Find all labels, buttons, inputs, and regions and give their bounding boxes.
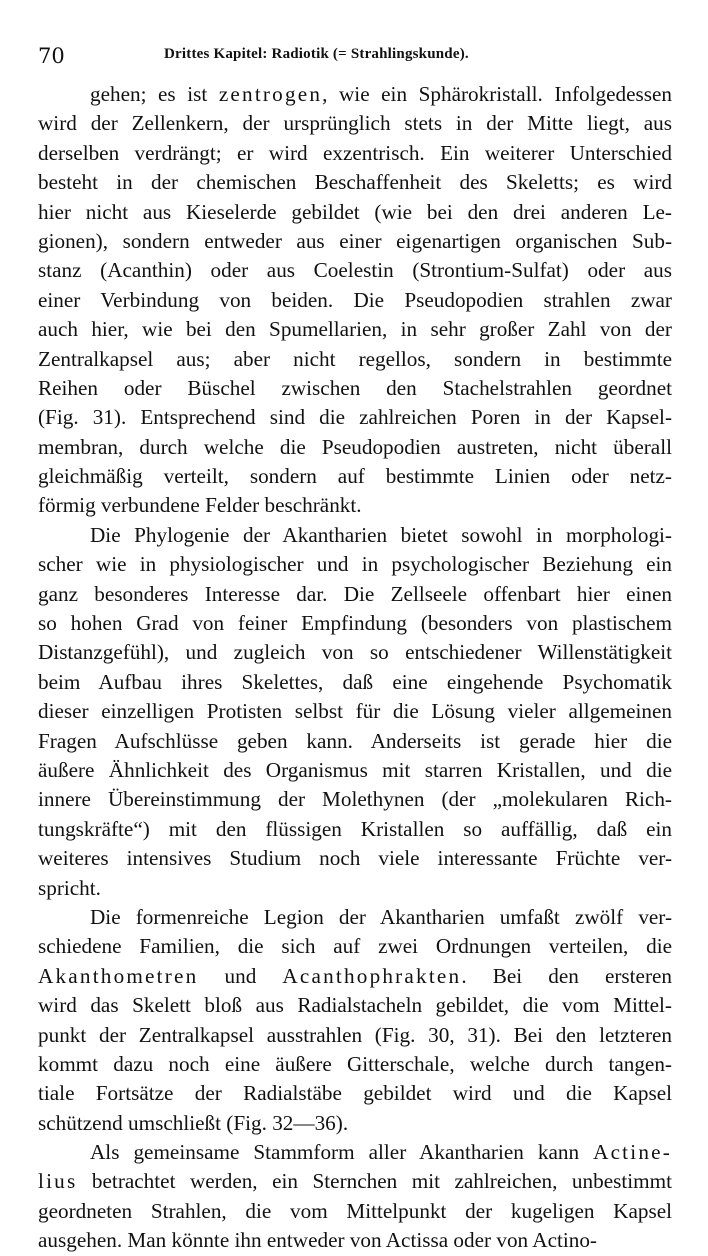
- text-line: [38, 844, 672, 873]
- text-line: [38, 345, 672, 374]
- text-line: [38, 315, 672, 344]
- text-run: förmig verbundene Felder beschränkt.: [38, 493, 362, 518]
- text-line: [38, 697, 672, 726]
- text-run: auch hier, wie bei den Spumellarien, in sehr großer Zahl von der: [38, 317, 672, 342]
- text-line: [38, 932, 672, 961]
- text-run: . Bei den ersteren: [461, 963, 672, 988]
- text-line: [38, 374, 672, 403]
- text-run: besteht in der chemischen Beschaffenheit des Skeletts; es wird: [38, 170, 672, 195]
- text-line: [38, 668, 672, 697]
- spaced-term: lius: [38, 1169, 78, 1194]
- text-run: einer Verbindung von beiden. Die Pseudopodien strahlen zwar: [38, 287, 672, 312]
- text-line: [38, 168, 672, 197]
- text-line: [38, 1021, 672, 1050]
- spaced-term: Actine-: [593, 1140, 672, 1165]
- text-line: [38, 1109, 672, 1138]
- text-run: weiteres intensives Studium noch viele interessante Früchte ver-: [38, 846, 672, 871]
- text-run: wird der Zellenkern, der ursprünglich stets in der Mitte liegt, aus: [38, 111, 672, 136]
- text-line: [38, 815, 672, 844]
- text-run: äußere Ähnlichkeit des Organismus mit starren Kristallen, und die: [38, 757, 672, 782]
- text-line: [38, 727, 672, 756]
- text-run: derselben verdrängt; er wird exzentrisch. Ein weiterer Unterschied: [38, 140, 672, 165]
- book-page: [38, 40, 672, 1256]
- paragraph: [38, 903, 672, 1138]
- text-run: innere Übereinstimmung der Molethynen (der „molekularen Rich-: [38, 787, 672, 812]
- text-run: Reihen oder Büschel zwischen den Stachelstrahlen geordnet: [38, 375, 672, 400]
- text-run: ganz besonderes Interesse dar. Die Zellseele offenbart hier einen: [38, 581, 672, 606]
- paragraph: [38, 521, 672, 903]
- text-line: [38, 785, 672, 814]
- text-run: gleichmäßig verteilt, sondern auf bestimmte Linien oder netz-: [38, 464, 672, 489]
- text-line: [38, 1226, 672, 1255]
- spaced-term: Acanthophrakten: [282, 963, 462, 988]
- spaced-term: zentrogen: [218, 82, 323, 106]
- page-header: [38, 40, 672, 80]
- page-number: 70: [38, 44, 65, 68]
- text-run: spricht.: [38, 875, 101, 900]
- text-run: wird das Skelett bloß aus Radialstacheln gebildet, die vom Mittel-: [38, 993, 672, 1018]
- body-text: [38, 80, 672, 1256]
- text-run: geordneten Strahlen, die vom Mittelpunkt der kugeligen Kapsel: [38, 1198, 672, 1223]
- text-run: membran, durch welche die Pseudopodien austreten, nicht überall: [38, 434, 672, 459]
- paragraph: [38, 80, 672, 521]
- text-run: Zentralkapsel aus; aber nicht regellos, sondern in bestimmte: [38, 346, 672, 371]
- text-line: [38, 198, 672, 227]
- text-line: [38, 1197, 672, 1226]
- text-run: Distanzgefühl), und zugleich von so entschiedener Willenstätigkeit: [38, 640, 672, 665]
- running-head: Drittes Kapitel: Radiotik (= Strahlingskunde).: [164, 46, 469, 62]
- text-line: [38, 109, 672, 138]
- text-run: hier nicht aus Kieselerde gebildet (wie bei den drei anderen Le-: [38, 199, 672, 224]
- text-run: Als gemeinsame Stammform aller Akantharien kann: [90, 1140, 594, 1165]
- text-run: , wie ein Sphärokristall. Infolgedessen: [322, 82, 672, 106]
- text-run: tiale Fortsätze der Radialstäbe gebildet wird und die Kapsel: [38, 1081, 672, 1106]
- text-line: [38, 403, 672, 432]
- text-line: [38, 227, 672, 256]
- text-line: [38, 580, 672, 609]
- text-run: Die formenreiche Legion der Akantharien umfaßt zwölf ver-: [90, 904, 672, 929]
- text-line: [38, 874, 672, 903]
- text-run: ausgehen. Man könnte ihn entweder von Actissa oder von Actino-: [38, 1228, 597, 1253]
- text-line: [38, 903, 672, 932]
- text-line: [38, 139, 672, 168]
- text-line: [38, 962, 672, 991]
- text-run: schützend umschließt (Fig. 32—36).: [38, 1110, 349, 1135]
- text-line: [38, 491, 672, 520]
- text-run: Fragen Aufschlüsse geben kann. Anderseits ist gerade hier die: [38, 728, 672, 753]
- text-run: tungskräfte“) mit den flüssigen Kristallen so auffällig, daß ein: [38, 816, 672, 841]
- text-run: kommt dazu noch eine äußere Gitterschale, welche durch tangen-: [38, 1051, 672, 1076]
- text-run: und: [198, 963, 283, 988]
- text-line: [38, 1167, 672, 1196]
- text-run: gehen; es ist: [90, 82, 219, 106]
- text-line: [38, 286, 672, 315]
- text-run: (Fig. 31). Entsprechend sind die zahlreichen Poren in der Kapsel-: [38, 405, 672, 430]
- text-line: [38, 550, 672, 579]
- text-line: [38, 991, 672, 1020]
- text-line: [38, 609, 672, 638]
- text-run: Die Phylogenie der Akantharien bietet sowohl in morphologi-: [90, 522, 672, 547]
- text-run: stanz (Acanthin) oder aus Coelestin (Strontium-Sulfat) oder aus: [38, 258, 672, 283]
- text-line: [38, 433, 672, 462]
- text-run: punkt der Zentralkapsel ausstrahlen (Fig. 30, 31). Bei den letzteren: [38, 1022, 672, 1047]
- text-line: [38, 756, 672, 785]
- text-line: [38, 1050, 672, 1079]
- text-run: schiedene Familien, die sich auf zwei Ordnungen verteilen, die: [38, 934, 672, 959]
- text-line: [38, 256, 672, 285]
- text-run: dieser einzelligen Protisten selbst für die Lösung vieler allgemeinen: [38, 699, 672, 724]
- text-line: [38, 80, 672, 109]
- text-line: [38, 462, 672, 491]
- text-run: scher wie in physiologischer und in psychologischer Beziehung ein: [38, 552, 672, 577]
- text-line: [38, 638, 672, 667]
- text-run: beim Aufbau ihres Skelettes, daß eine eingehende Psychomatik: [38, 669, 672, 694]
- text-run: so hohen Grad von feiner Empfindung (besonders von plastischem: [38, 611, 672, 636]
- text-line: [38, 1138, 672, 1167]
- text-line: [38, 521, 672, 550]
- text-run: gionen), sondern entweder aus einer eigenartigen organischen Sub-: [38, 228, 672, 253]
- text-run: betrachtet werden, ein Sternchen mit zahlreichen, unbestimmt: [77, 1169, 672, 1194]
- paragraph: [38, 1138, 672, 1256]
- text-line: [38, 1079, 672, 1108]
- spaced-term: Akanthometren: [38, 963, 199, 988]
